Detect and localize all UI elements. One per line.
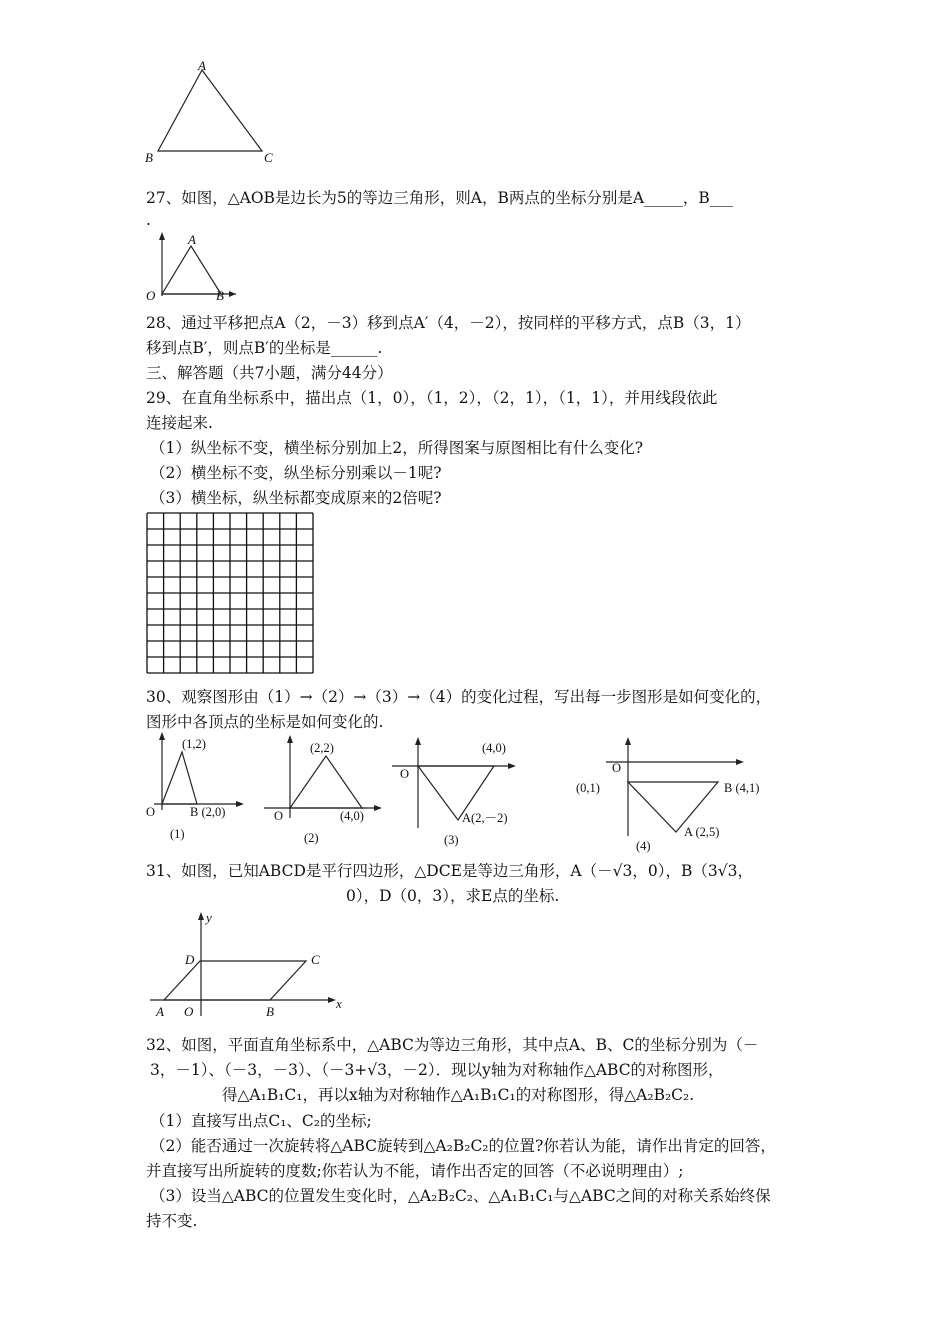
q31-label-x: x — [336, 996, 342, 1011]
q28-line1: 28、通过平移把点A（2，－3）移到点A′（4，－2），按同样的平移方式，点B（3，1） — [146, 314, 751, 332]
q32-sub1: （1）直接写出点C₁、C₂的坐标; — [150, 1112, 372, 1130]
triangle-abc-svg — [140, 58, 290, 170]
q30-f4-y-arrow — [625, 737, 631, 745]
q30-f2-y-arrow — [287, 735, 293, 743]
figure-q30 — [140, 732, 760, 854]
q30-f3-top: (4,0) — [482, 741, 506, 755]
q31-label-d: D — [185, 952, 195, 967]
q30-f2-right: (4,0) — [340, 809, 364, 823]
q30-line2: 图形中各顶点的坐标是如何变化的. — [146, 713, 384, 731]
q30-f1-y-arrow — [159, 732, 165, 740]
figure-q31 — [146, 908, 356, 1023]
q30-line1: 30、观察图形由（1）→（2）→（3）→（4）的变化过程，写出每一步图形是如何变化的， — [146, 688, 772, 706]
q28-line2: 移到点B′，则点B′的坐标是______. — [146, 339, 383, 357]
q29-sub2: （2）横坐标不变，纵坐标分别乘以－1呢? — [150, 464, 442, 482]
q30-f1-caption: (1) — [170, 827, 185, 841]
q31-label-a: A — [156, 1004, 164, 1019]
q27-y-arrow — [159, 232, 165, 240]
q31-label-c: C — [311, 952, 320, 967]
grid-svg — [146, 512, 314, 674]
q30-f2-triangle — [290, 756, 362, 808]
q31-label-y: y — [206, 910, 212, 925]
q30-f1-o: O — [146, 805, 156, 819]
q32-line2: 3，－1）、（－3，－3）、（－3+√3，－2）．现以y轴为对称轴作△ABC的对称图形， — [150, 1061, 724, 1079]
q30-f3-a: A(2,－2) — [462, 811, 508, 825]
q32-sub2b: 并直接写出所旋转的度数;你若认为不能，请作出否定的回答（不必说明理由）; — [146, 1162, 684, 1180]
q27-text: 27、如图，△AOB是边长为5的等边三角形，则A，B两点的坐标分别是A_____，B___ — [146, 189, 733, 207]
q27-x-arrow — [229, 291, 236, 297]
q30-f1-x-arrow — [236, 801, 244, 807]
q27-label-b: B — [216, 288, 224, 303]
q30-f1-triangle — [162, 752, 197, 804]
figure-triangle-abc — [140, 58, 290, 170]
grid-figure — [146, 512, 314, 674]
q30-f3-o: O — [400, 767, 410, 781]
q31-label-o: O — [184, 1004, 194, 1019]
q30-f2-o: O — [274, 809, 284, 823]
q30-f1-top: (1,2) — [182, 737, 206, 751]
q31-svg — [146, 908, 356, 1023]
q27-label-o: O — [146, 288, 156, 303]
q31-label-b: B — [266, 1004, 274, 1019]
q31-line1: 31、如图，已知ABCD是平行四边形，△DCE是等边三角形，A（－√3，0），B（3√3， — [146, 862, 753, 880]
q30-f4-x-arrow — [736, 759, 744, 765]
q27-label-a: A — [188, 232, 196, 247]
label-b: B — [145, 150, 153, 165]
q32-sub3b: 持不变. — [146, 1212, 198, 1230]
q31-line2: 0），D（0，3），求E点的坐标. — [346, 887, 560, 905]
q30-f2-top: (2,2) — [310, 741, 334, 755]
q31-x-arrow — [328, 997, 336, 1003]
q32-sub2a: （2）能否通过一次旋转将△ABC旋转到△A₂B₂C₂的位置?你若认为能，请作出肯定的回答， — [150, 1137, 776, 1155]
q30-f2-x-arrow — [374, 805, 382, 811]
q27-text-end: . — [146, 211, 151, 229]
q30-f3-caption: (3) — [444, 833, 459, 847]
q27-triangle — [162, 246, 221, 294]
q29-sub3: （3）横坐标，纵坐标都变成原来的2倍呢? — [150, 489, 442, 507]
q30-fig3 — [392, 737, 516, 847]
label-c: C — [264, 150, 273, 165]
q30-fig2 — [264, 735, 382, 845]
q30-f4-b: B (4,1) — [724, 781, 760, 795]
q29-line2: 连接起来. — [146, 414, 213, 432]
q31-y-arrow — [198, 912, 204, 920]
q30-f4-caption: (4) — [636, 839, 651, 853]
q32-line3: 得△A₁B₁C₁，再以x轴为对称轴作△A₁B₁C₁的对称图形，得△A₂B₂C₂. — [222, 1086, 695, 1104]
q27-svg — [140, 232, 250, 307]
q30-f4-left: (0,1) — [576, 781, 600, 795]
q30-f4-o: O — [612, 761, 622, 775]
q29-line1: 29、在直角坐标系中，描出点（1，0），（1，2），（2，1），（1，1），并用线段依此 — [146, 389, 718, 407]
q30-svg — [140, 732, 760, 854]
q30-fig1 — [146, 732, 244, 841]
q30-f2-caption: (2) — [304, 831, 319, 845]
q30-fig4 — [576, 737, 759, 853]
q30-f4-a: A (2,5) — [684, 825, 720, 839]
label-a: A — [198, 58, 206, 73]
q29-sub1: （1）纵坐标不变，横坐标分别加上2，所得图案与原图相比有什么变化? — [150, 439, 644, 457]
section-3-heading: 三、解答题（共7小题，满分44分） — [146, 364, 393, 382]
q30-f3-x-arrow — [508, 763, 516, 769]
q32-sub3a: （3）设当△ABC的位置发生变化时，△A₂B₂C₂、△A₁B₁C₁与△ABC之间的对称关系始终保 — [150, 1187, 771, 1205]
triangle-abc-shape — [158, 70, 262, 151]
q32-line1: 32、如图，平面直角坐标系中，△ABC为等边三角形，其中点A、B、C的坐标分别为（－ — [146, 1036, 759, 1054]
q30-f3-y-arrow — [415, 737, 421, 745]
q30-f1-b: B (2,0) — [190, 805, 226, 819]
figure-q27 — [140, 232, 250, 307]
